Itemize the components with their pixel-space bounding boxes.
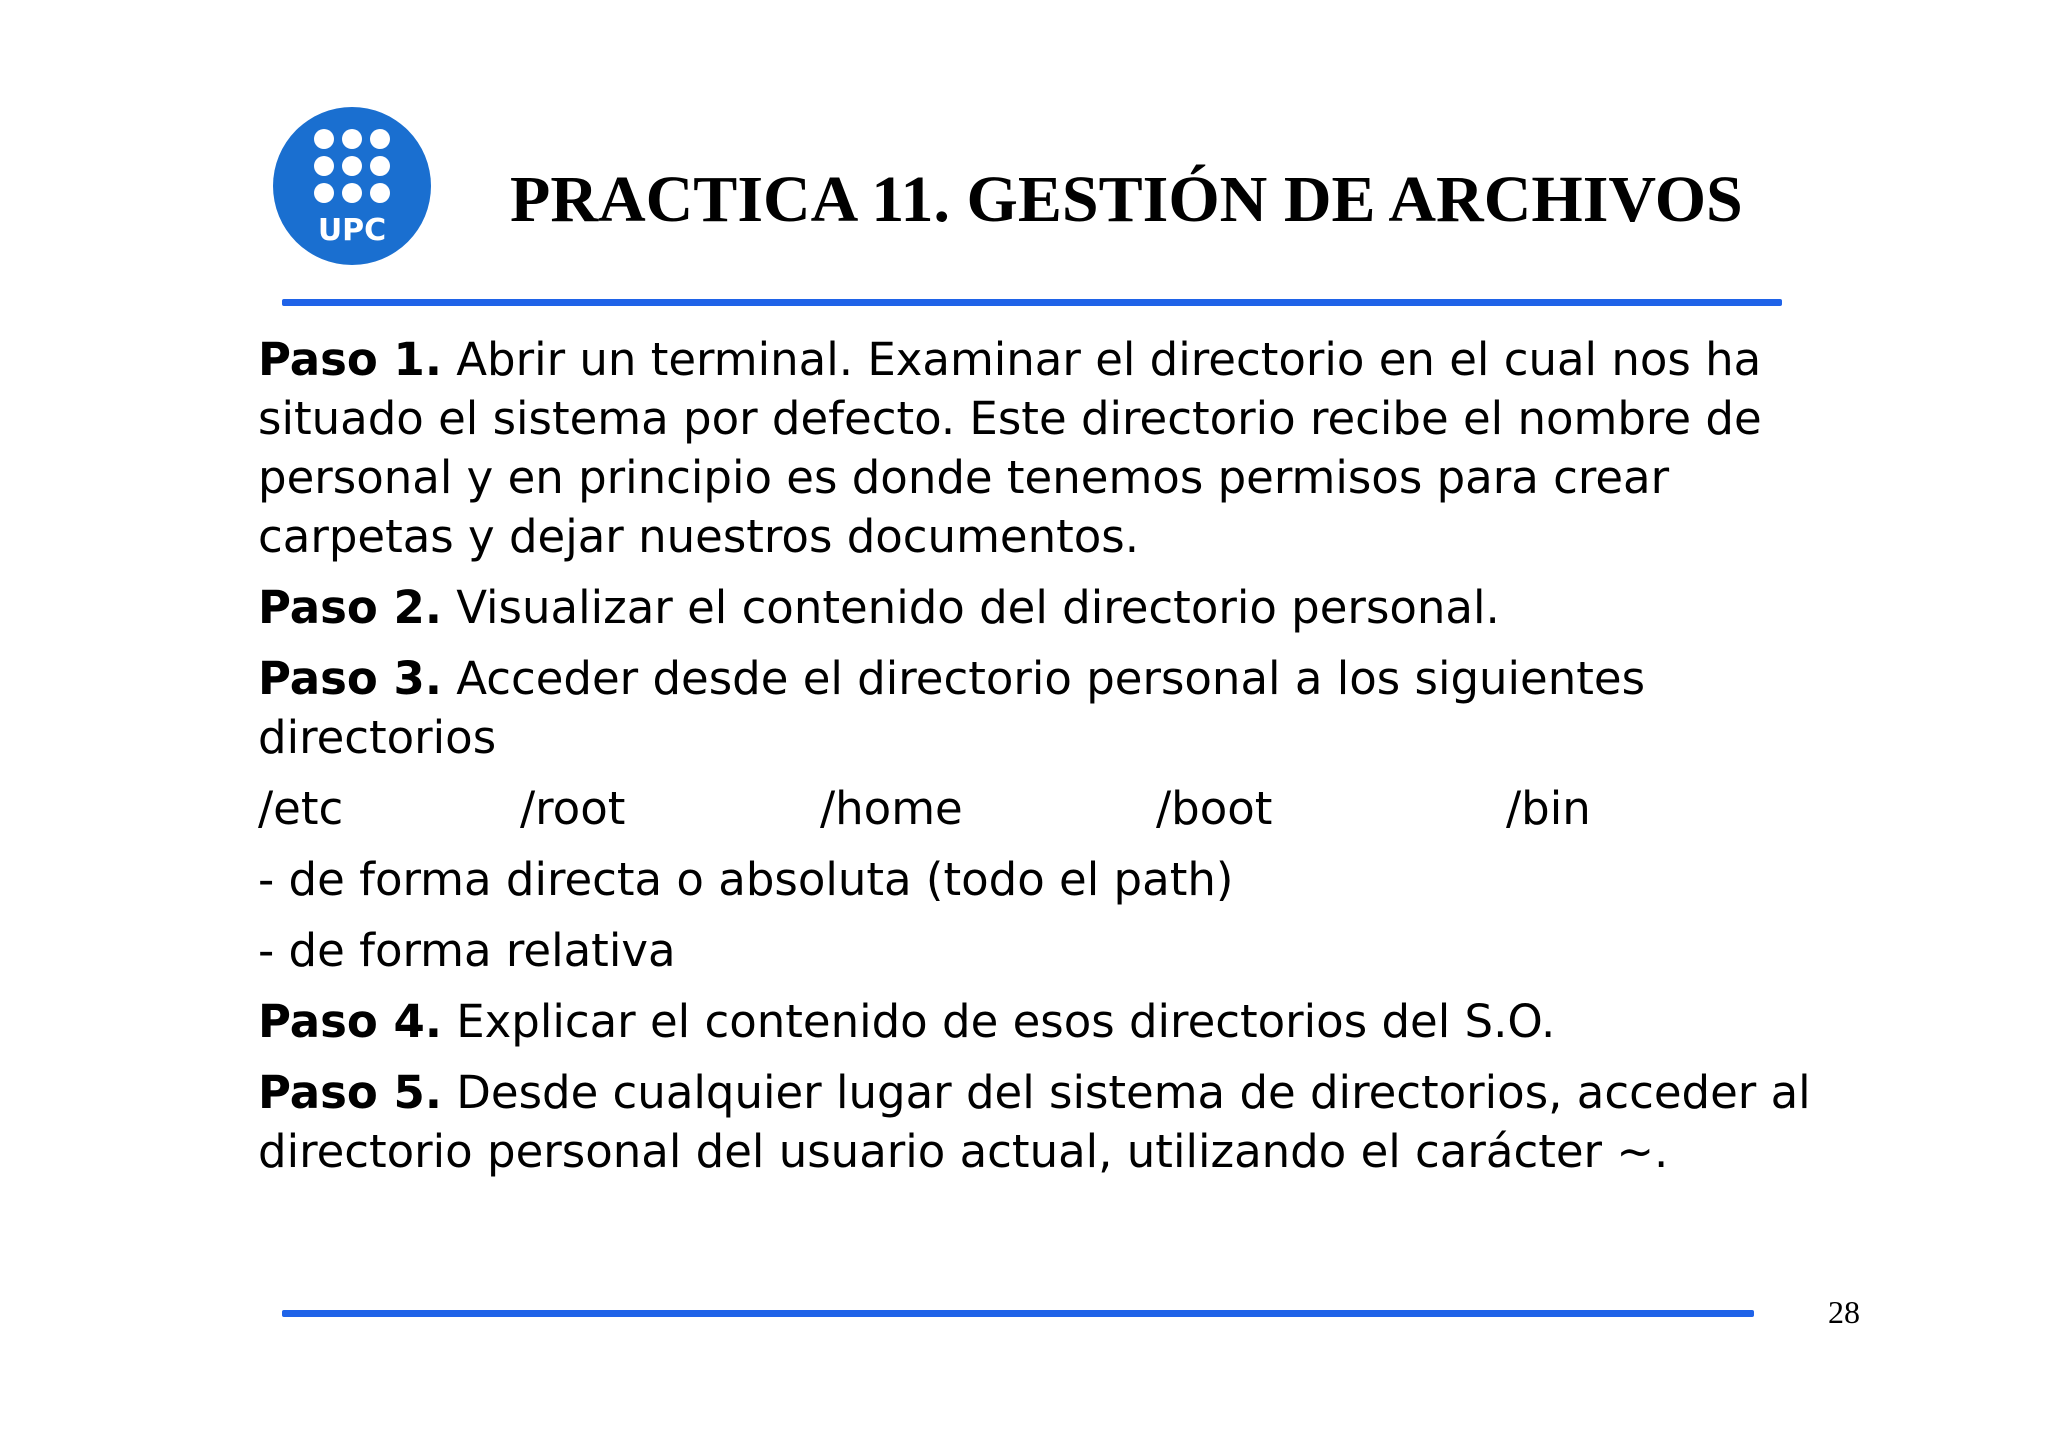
step-3 <box>258 649 1818 767</box>
step-text: personal y en principio es donde tenemos permisos para crear <box>258 451 1670 504</box>
step-text: Visualizar el contenido del directorio personal. <box>441 581 1500 634</box>
step-2 <box>258 578 1818 637</box>
directory-item: /root <box>520 782 626 835</box>
bullet-relative: - de forma relativa <box>258 924 676 977</box>
step-text: directorios <box>258 711 497 764</box>
step-1 <box>258 330 1818 566</box>
bottom-divider <box>282 1310 1754 1317</box>
step-text: Abrir un terminal. Examinar el directorio en el cual nos ha <box>441 333 1762 386</box>
step-5 <box>258 1063 1818 1181</box>
step-label: Paso 2. <box>258 581 442 634</box>
step-label: Paso 5. <box>258 1066 442 1119</box>
page-number: 28 <box>1828 1294 1860 1330</box>
slide-body <box>258 330 1818 1193</box>
step-text: situado el sistema por defecto. Este directorio recibe el nombre de <box>258 392 1762 445</box>
directory-item: /bin <box>1506 782 1591 835</box>
upc-logo-icon <box>272 106 432 266</box>
step-label: Paso 4. <box>258 995 442 1048</box>
directory-list <box>258 779 1818 838</box>
bullet-absolute: - de forma directa o absoluta (todo el path) <box>258 853 1234 906</box>
step-label: Paso 1. <box>258 333 442 386</box>
directory-item: /home <box>820 782 963 835</box>
step-text: carpetas y dejar nuestros documentos. <box>258 510 1140 563</box>
directory-item: /boot <box>1156 782 1273 835</box>
step-4 <box>258 992 1818 1051</box>
upc-logo-text: UPC <box>317 213 387 248</box>
step-text: Acceder desde el directorio personal a los siguientes <box>441 652 1646 705</box>
step-text: Explicar el contenido de esos directorios del S.O. <box>441 995 1556 1048</box>
slide-title: PRACTICA 11. GESTIÓN DE ARCHIVOS <box>510 163 1743 236</box>
step-text: Desde cualquier lugar del sistema de directorios, acceder al <box>441 1066 1811 1119</box>
top-divider <box>282 299 1782 306</box>
step-label: Paso 3. <box>258 652 442 705</box>
directory-item: /etc <box>258 782 344 835</box>
step-text: directorio personal del usuario actual, utilizando el carácter ~. <box>258 1125 1669 1178</box>
upc-logo <box>272 106 432 266</box>
